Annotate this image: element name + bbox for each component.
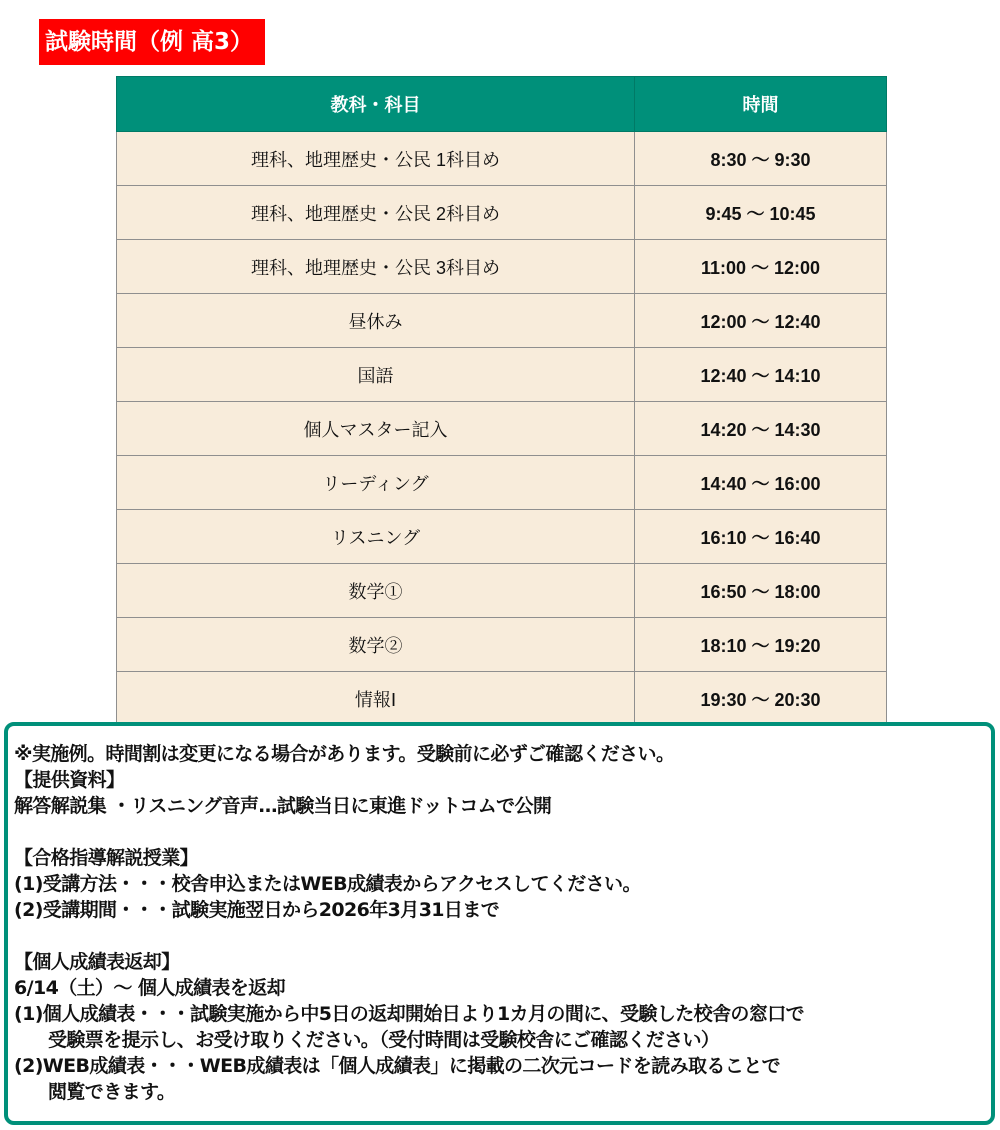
exam-schedule-table [116, 76, 887, 726]
report-item-paper-continued: 受験票を提示し、お受け取りください。（受付時間は受験校舎にご確認ください） [48, 1029, 720, 1051]
spacer [14, 819, 985, 845]
table-row [117, 456, 887, 510]
subject-cell: 数学① [117, 564, 635, 618]
notes-box [4, 722, 995, 1125]
column-header-time: 時間 [635, 77, 887, 132]
page-title: 試験時間（例 高3） [39, 19, 265, 65]
subject-cell: 数学② [117, 618, 635, 672]
time-cell: 12:00 〜 12:40 [635, 294, 887, 348]
materials-heading: 【提供資料】 [14, 769, 125, 791]
table-row [117, 402, 887, 456]
table-row [117, 294, 887, 348]
time-cell: 18:10 〜 19:20 [635, 618, 887, 672]
table-row [117, 132, 887, 186]
report-item-paper: (1)個人成績表・・・試験実施から中5日の返却開始日より1カ月の間に、受験した校舎の窓口で [14, 1003, 805, 1025]
time-cell: 9:45 〜 10:45 [635, 186, 887, 240]
table-row [117, 348, 887, 402]
lecture-item-method: (1)受講方法・・・校舎申込またはWEB成績表からアクセスしてください。 [14, 873, 641, 895]
table-header-row [117, 77, 887, 132]
lecture-item-period: (2)受講期間・・・試験実施翌日から2026年3月31日まで [14, 899, 500, 921]
report-heading: 【個人成績表返却】 [14, 951, 180, 973]
time-cell: 11:00 〜 12:00 [635, 240, 887, 294]
subject-cell: 理科、地理歴史・公民 1科目め [117, 132, 635, 186]
caution-note: ※実施例。時間割は変更になる場合があります。受験前に必ずご確認ください。 [14, 743, 675, 765]
report-return-date: 6/14（土）〜 個人成績表を返却 [14, 977, 286, 999]
table-row [117, 240, 887, 294]
materials-text: 解答解説集 ・リスニング音声…試験当日に東進ドットコムで公開 [14, 795, 552, 817]
column-header-subject: 教科・科目 [117, 77, 635, 132]
subject-cell: 個人マスター記入 [117, 402, 635, 456]
table-row [117, 618, 887, 672]
subject-cell: 昼休み [117, 294, 635, 348]
report-item-web: (2)WEB成績表・・・WEB成績表は「個人成績表」に掲載の二次元コードを読み取ることで [14, 1055, 781, 1077]
time-cell: 14:40 〜 16:00 [635, 456, 887, 510]
time-cell: 16:50 〜 18:00 [635, 564, 887, 618]
subject-cell: 理科、地理歴史・公民 3科目め [117, 240, 635, 294]
table-row [117, 186, 887, 240]
table-row [117, 564, 887, 618]
subject-cell: 理科、地理歴史・公民 2科目め [117, 186, 635, 240]
time-cell: 12:40 〜 14:10 [635, 348, 887, 402]
table-row [117, 510, 887, 564]
spacer [14, 923, 985, 949]
time-cell: 19:30 〜 20:30 [635, 672, 887, 726]
time-cell: 16:10 〜 16:40 [635, 510, 887, 564]
time-cell: 8:30 〜 9:30 [635, 132, 887, 186]
time-cell: 14:20 〜 14:30 [635, 402, 887, 456]
table-row [117, 672, 887, 726]
lecture-heading: 【合格指導解説授業】 [14, 847, 199, 869]
subject-cell: 情報Ⅰ [117, 672, 635, 726]
subject-cell: リスニング [117, 510, 635, 564]
subject-cell: リーディング [117, 456, 635, 510]
report-item-web-continued: 閲覧できます。 [48, 1081, 176, 1103]
subject-cell: 国語 [117, 348, 635, 402]
